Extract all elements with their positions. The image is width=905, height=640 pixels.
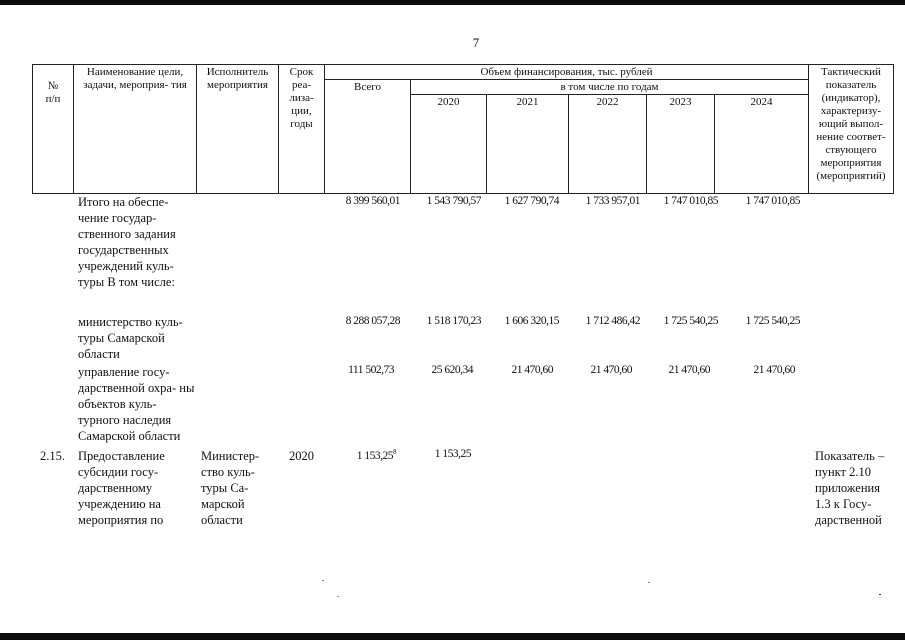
row-ministry-2022: 1 712 486,42 xyxy=(585,315,640,327)
row-heritage-name: управление госу- дарственной охра- ны объектов куль- турного наследия Самарской области xyxy=(78,365,195,443)
header-year-2023: 2023 xyxy=(669,96,692,108)
top-border xyxy=(0,0,905,5)
row-heritage-2021: 21 470,60 xyxy=(511,364,553,376)
scan-speck xyxy=(322,580,324,581)
scan-speck xyxy=(337,596,339,597)
row-ministry-name: министерство куль- туры Самарской области xyxy=(78,315,183,361)
row-total-sum: 8 399 560,01 xyxy=(345,195,400,207)
row-215-sum: 1 153,25$^8$ xyxy=(356,448,396,462)
row-heritage-2022: 21 470,60 xyxy=(590,364,632,376)
row-total-2022: 1 733 957,01 xyxy=(585,195,640,207)
header-total: Всего xyxy=(354,81,381,93)
row-heritage-2024: 21 470,60 xyxy=(753,364,795,376)
row-ministry-2020: 1 518 170,23 xyxy=(426,315,481,327)
header-name: Наименование цели, задачи, мероприя- тия xyxy=(83,66,187,91)
header-term: Срок реа- лиза- ции, годы xyxy=(289,66,314,130)
row-heritage-2023: 21 470,60 xyxy=(668,364,710,376)
header-year-2022: 2022 xyxy=(596,96,619,108)
header-indicator: Тактический показатель (индикатор), характеризу- ющий выпол- нение соответ- ствующего мероприятия (мероприятий) xyxy=(816,66,886,182)
header-year-2024: 2024 xyxy=(750,96,773,108)
row-ministry-2024: 1 725 540,25 xyxy=(745,315,800,327)
header-by-years: в том числе по годам xyxy=(560,81,659,93)
row-heritage-sum: 111 502,73 xyxy=(348,364,394,376)
row-215-executor: Министер- ство куль- туры Са- марской области xyxy=(201,449,260,527)
page-number: 7 xyxy=(472,35,480,50)
row-215-2020: 1 153,25 xyxy=(434,448,471,460)
row-ministry-sum: 8 288 057,28 xyxy=(345,315,400,327)
header-executor: Исполнитель мероприятия xyxy=(206,66,269,91)
bottom-border xyxy=(0,633,905,640)
row-total-name: Итого на обеспе- чение государ- ственного задания государственных учреждений куль- туры В том числе: xyxy=(78,195,176,289)
row-total-2021: 1 627 790,74 xyxy=(504,195,559,207)
scan-speck xyxy=(648,582,650,583)
scan-speck xyxy=(879,594,881,595)
row-ministry-2021: 1 606 320,15 xyxy=(504,315,559,327)
footnote-mark: 8 xyxy=(393,448,396,456)
header-funding: Объем финансирования, тыс. рублей xyxy=(480,66,653,78)
row-215-name: Предоставление субсидии госу- дарственному учреждению на мероприятия по xyxy=(78,449,165,527)
row-total-2023: 1 747 010,85 xyxy=(663,195,718,207)
header-year-2020: 2020 xyxy=(437,96,460,108)
row-ministry-2023: 1 725 540,25 xyxy=(663,315,718,327)
row-total-2024: 1 747 010,85 xyxy=(745,195,800,207)
row-215-term: 2020 xyxy=(289,449,314,463)
row-heritage-2020: 25 620,34 xyxy=(431,364,473,376)
row-total-2020: 1 543 790,57 xyxy=(426,195,481,207)
header-num: № п/п xyxy=(45,80,61,105)
header-year-2021: 2021 xyxy=(516,96,539,108)
row-215-num: 2.15. xyxy=(40,449,65,463)
row-215-indicator: Показатель – пункт 2.10 приложения 1.3 к Госу- дарственной xyxy=(815,449,885,527)
